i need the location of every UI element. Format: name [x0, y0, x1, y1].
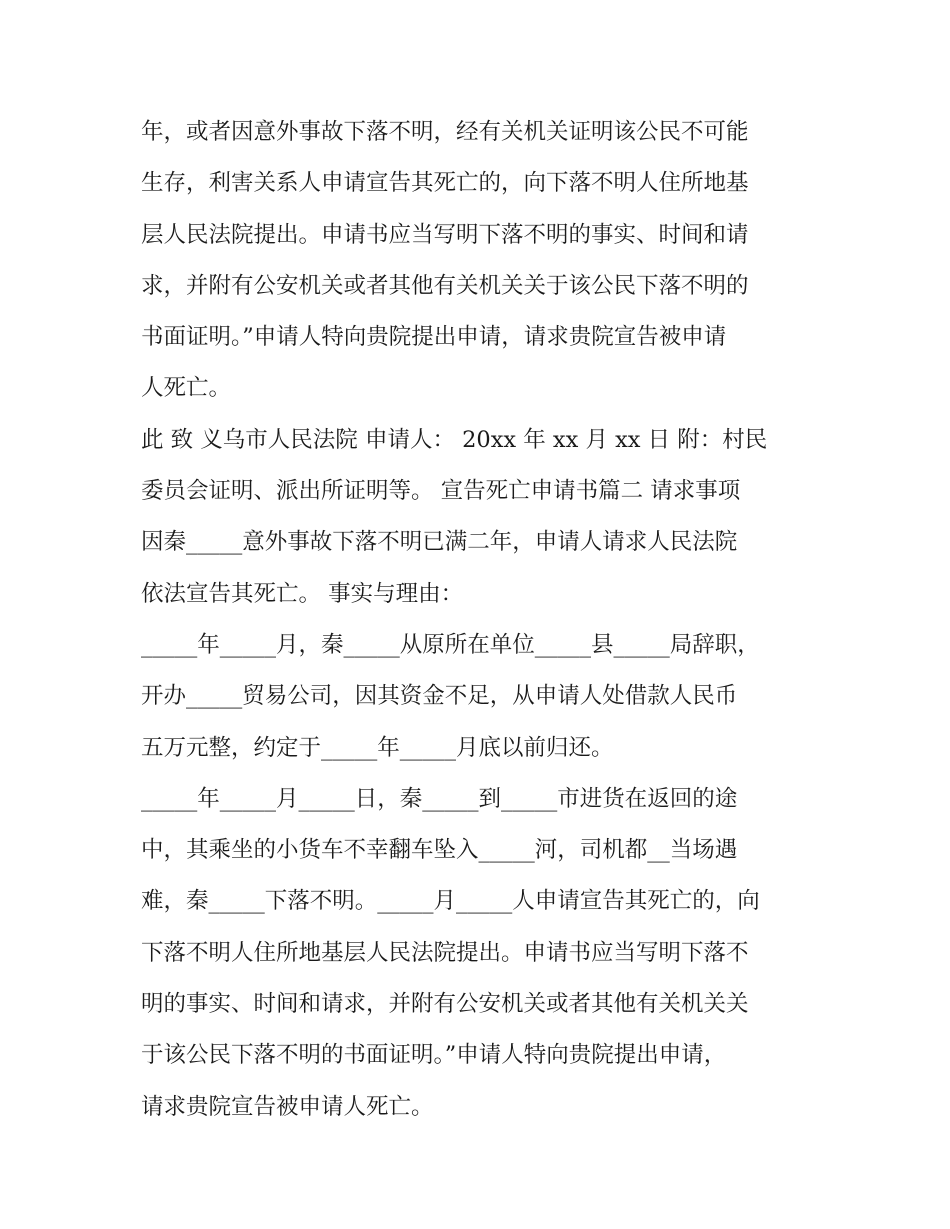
text-line: 求，并附有公安机关或者其他有关机关关于该公民下落不明的 [141, 272, 749, 299]
text-line: 五万元整，约定于_____年_____月底以前归还。 [141, 734, 614, 761]
text-line: 下落不明人住所地基层人民法院提出。申请书应当写明下落不 [141, 939, 749, 966]
text-line: 年，或者因意外事故下落不明，经有关机关证明该公民不可能 [141, 119, 749, 145]
text-line: 开办_____贸易公司，因其资金不足，从申请人处借款人民币 [141, 683, 738, 710]
text-line: 委员会证明、派出所证明等。 宣告死亡申请书篇二 请求事项 [141, 478, 741, 505]
text-line: 层人民法院提出。申请书应当写明下落不明的事实、时间和请 [141, 221, 749, 248]
document-body [141, 107, 821, 1133]
text-line: 中，其乘坐的小货车不幸翻车坠入_____河，司机都__当场遇 [141, 837, 738, 864]
text-line: 人死亡。 [141, 375, 232, 402]
text-line: 明的事实、时间和请求，并附有公安机关或者其他有关机关关 [141, 991, 749, 1018]
text-line: _____年_____月，秦_____从原所在单位_____县_____局辞职， [141, 631, 760, 658]
text-line: 生存，利害关系人申请宣告其死亡的，向下落不明人住所地基 [141, 170, 749, 197]
text-line: 书面证明。”申请人特向贵院提出申请，请求贵院宣告被申请 [141, 324, 727, 351]
text-line: 于该公民下落不明的书面证明。”申请人特向贵院提出申请， [141, 1042, 727, 1069]
text-line: 此 致 义乌市人民法院 申请人： 20xx 年 xx 月 xx 日 附：村民 [141, 426, 768, 453]
text-line: 难，秦_____下落不明。_____月_____人申请宣告其死亡的，向 [141, 888, 760, 915]
text-line: 依法宣告其死亡。 事实与理由： [141, 580, 464, 607]
text-line: 因秦_____意外事故下落不明已满二年，申请人请求人民法院 [141, 529, 738, 556]
text-line: _____年_____月_____日，秦_____到_____市进货在返回的途 [141, 785, 738, 812]
text-line: 请求贵院宣告被申请人死亡。 [141, 1093, 434, 1120]
